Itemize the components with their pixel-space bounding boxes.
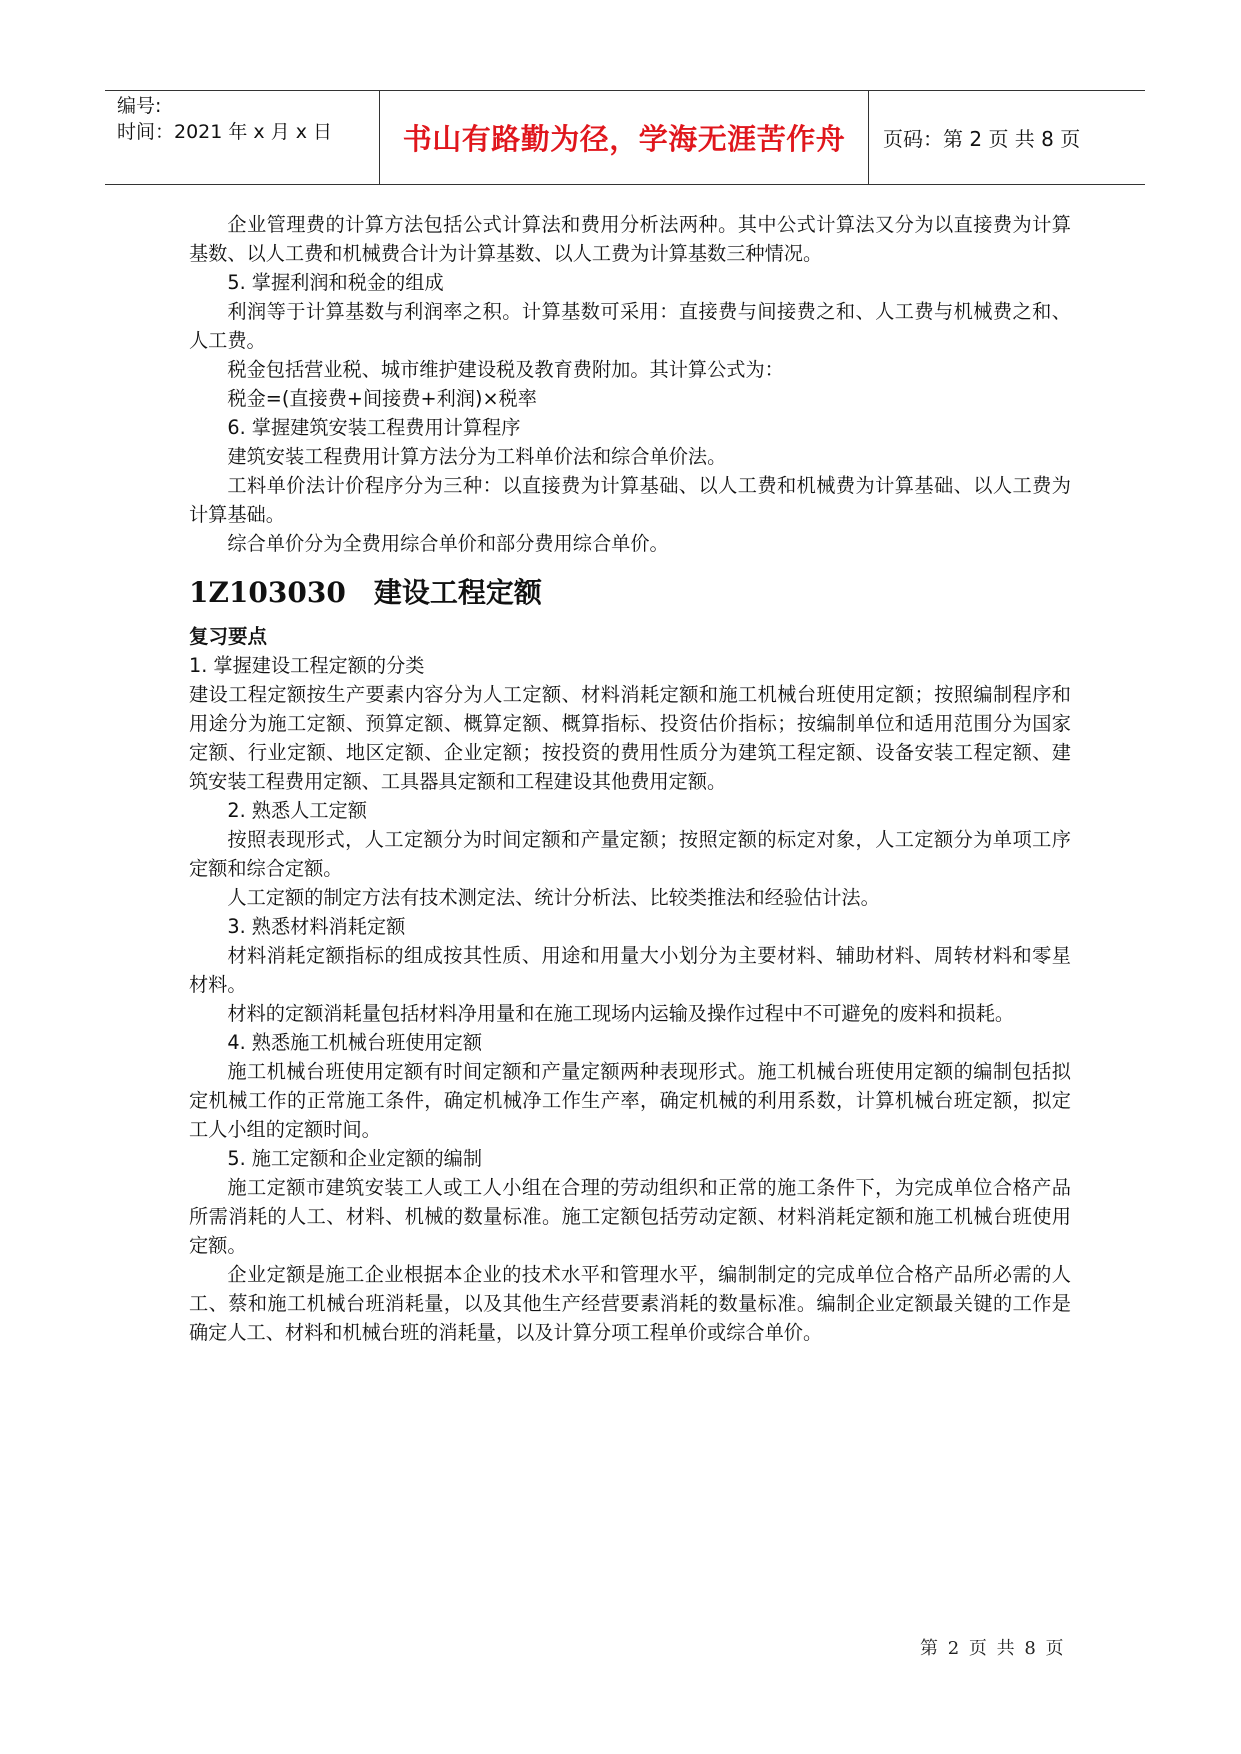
formula: 税金=(直接费+间接费+利润)×税率 <box>227 387 537 410</box>
document-body <box>189 210 1071 1347</box>
subheading: 2. 熟悉人工定额 <box>227 799 367 822</box>
header-page-label: 页码：第 2 页 共 8 页 <box>883 127 1081 151</box>
paragraph: 利润等于计算基数与利润率之积。计算基数可采用：直接费与间接费之和、人工费与机械费之和、人工费。 <box>189 300 1071 352</box>
header-motto: 书山有路勤为径，学海无涯苦作舟 <box>380 91 869 184</box>
subheading: 1. 掌握建设工程定额的分类 <box>189 654 425 677</box>
page-footer: 第 2 页 共 8 页 <box>920 1638 1064 1659</box>
section-title: 建设工程定额 <box>373 576 542 609</box>
review-title: 复习要点 <box>189 625 268 648</box>
time-label: 时间：2021 年 x 月 x 日 <box>117 121 333 143</box>
paragraph: 综合单价分为全费用综合单价和部分费用综合单价。 <box>227 532 669 555</box>
paragraph: 材料的定额消耗量包括材料净用量和在施工现场内运输及操作过程中不可避免的废料和损耗。 <box>227 1002 1015 1025</box>
paragraph: 按照表现形式，人工定额分为时间定额和产量定额；按照定额的标定对象，人工定额分为单项工序定额和综合定额。 <box>189 828 1071 880</box>
paragraph: 人工定额的制定方法有技术测定法、统计分析法、比较类推法和经验估计法。 <box>227 886 880 909</box>
section-heading <box>189 574 1071 612</box>
subheading: 3. 熟悉材料消耗定额 <box>227 915 406 938</box>
subheading: 5. 施工定额和企业定额的编制 <box>227 1147 483 1170</box>
subheading: 4. 熟悉施工机械台班使用定额 <box>227 1031 483 1054</box>
paragraph: 施工机械台班使用定额有时间定额和产量定额两种表现形式。施工机械台班使用定额的编制包括拟定机械工作的正常施工条件，确定机械净工作生产率，确定机械的利用系数，计算机械台班定额，拟定工人小组的定额时间。 <box>189 1060 1071 1141</box>
subheading: 5. 掌握利润和税金的组成 <box>227 271 444 294</box>
section-code: 1Z103030 <box>189 576 346 609</box>
paragraph: 材料消耗定额指标的组成按其性质、用途和用量大小划分为主要材料、辅助材料、周转材料和零星材料。 <box>189 944 1071 996</box>
paragraph: 企业定额是施工企业根据本企业的技术水平和管理水平，编制制定的完成单位合格产品所必需的人工、蔡和施工机械台班消耗量，以及其他生产经营要素消耗的数量标准。编制企业定额最关键的工作是确定人工、材料和机械台班的消耗量，以及计算分项工程单价或综合单价。 <box>189 1263 1071 1344</box>
paragraph: 建设工程定额按生产要素内容分为人工定额、材料消耗定额和施工机械台班使用定额；按照编制程序和用途分为施工定额、预算定额、概算定额、概算指标、投资估价指标；按编制单位和适用范围分为国家定额、行业定额、地区定额、企业定额；按投资的费用性质分为建筑工程定额、设备安装工程定额、建筑安装工程费用定额、工具器具定额和工程建设其他费用定额。 <box>189 683 1071 793</box>
paragraph: 工料单价法计价程序分为三种：以直接费为计算基础、以人工费和机械费为计算基础、以人工费为计算基础。 <box>189 474 1071 526</box>
number-label: 编号: <box>117 95 162 117</box>
header-info-cell <box>105 91 380 184</box>
paragraph: 企业管理费的计算方法包括公式计算法和费用分析法两种。其中公式计算法又分为以直接费为计算基数、以人工费和机械费合计为计算基数、以人工费为计算基数三种情况。 <box>189 213 1071 265</box>
subheading: 6. 掌握建筑安装工程费用计算程序 <box>227 416 521 439</box>
paragraph: 施工定额市建筑安装工人或工人小组在合理的劳动组织和正常的施工条件下，为完成单位合格产品所需消耗的人工、材料、机械的数量标准。施工定额包括劳动定额、材料消耗定额和施工机械台班使用定额。 <box>189 1176 1071 1257</box>
paragraph: 建筑安装工程费用计算方法分为工料单价法和综合单价法。 <box>227 445 727 468</box>
paragraph: 税金包括营业税、城市维护建设税及教育费附加。其计算公式为： <box>227 358 784 381</box>
page-header <box>105 90 1145 185</box>
